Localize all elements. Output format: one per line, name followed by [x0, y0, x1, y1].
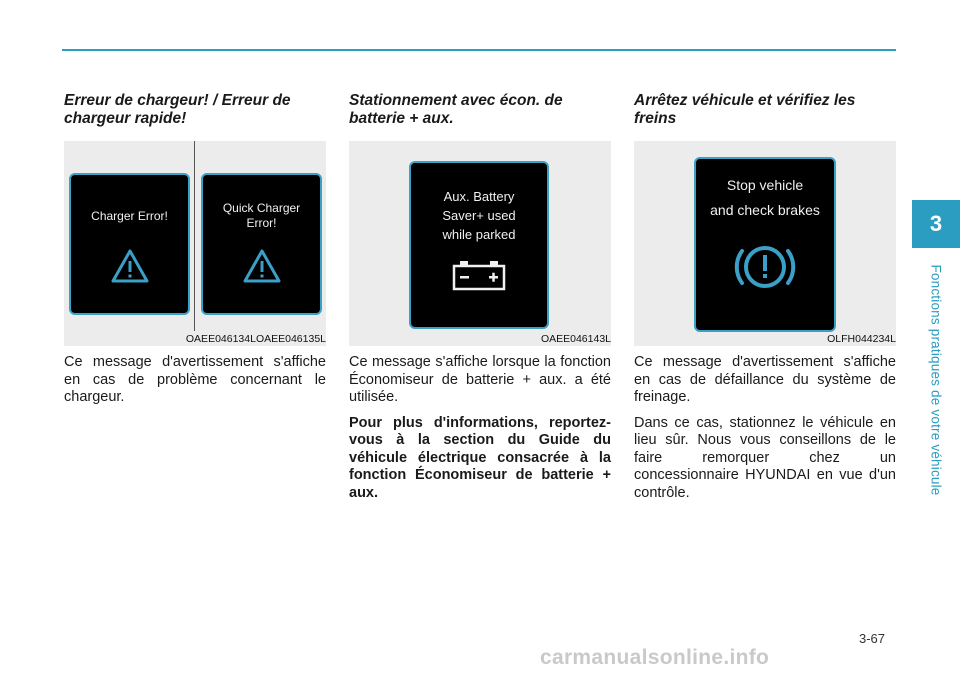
paragraph-bold: Pour plus d'informations, reportez-vous à la section du Guide du véhicule électrique consacrée à la fonction Économiseur de batterie + aux. [349, 414, 611, 501]
battery-icon [451, 258, 507, 292]
screen-stop-vehicle [694, 157, 836, 332]
chapter-title-vertical: Fonctions pratiques de votre véhicule [928, 264, 944, 496]
screen-line: Stop vehicle [726, 177, 804, 193]
figure-caption: OAEE046134LOAEE046135L [185, 333, 326, 345]
screen-text-block [696, 173, 834, 223]
section-stop-vehicle-brakes [634, 92, 896, 502]
paragraph: Ce message s'affiche lorsque la fonction Économiseur de batterie + aux. a été utilisée. [349, 354, 611, 405]
screen-text: Charger Error! [91, 209, 168, 223]
warning-icon [110, 248, 150, 284]
figure-caption: OLFH044234L [827, 333, 896, 345]
screen-line: Saver+ used [442, 208, 516, 223]
screen-line: while parked [442, 227, 516, 242]
screen-line: Aux. Battery [443, 189, 515, 204]
heading-aux-battery-saver: Stationnement avec écon. de batterie + aux. [349, 92, 563, 127]
figure-aux-battery-saver [349, 141, 611, 346]
screen-text-block [411, 187, 547, 244]
paragraph: Ce message d'avertissement s'affiche en cas de défaillance du système de freinage. [634, 354, 896, 405]
figure-charger-error [64, 141, 326, 346]
paragraph: Ce message d'avertissement s'affiche en cas de problème concernant le chargeur. [64, 354, 326, 405]
brake-warning-icon [732, 239, 798, 295]
page-number: 3-67 [859, 631, 886, 646]
screen-quick-charger-error [201, 173, 322, 315]
figure-stop-vehicle [634, 141, 896, 346]
figure-caption: OAEE046143L [540, 333, 611, 345]
screen-text: Quick Charger Error! [222, 201, 301, 230]
figure-divider [194, 141, 195, 331]
warning-icon [242, 248, 282, 284]
chapter-number-tab: 3 [912, 200, 960, 248]
heading-charger-error: Erreur de chargeur! / Erreur de chargeur rapide! [64, 92, 291, 127]
section-aux-battery-saver [349, 92, 611, 502]
heading-stop-vehicle: Arrêtez véhicule et vérifiez les freins [634, 92, 856, 127]
screen-aux-battery-saver [409, 161, 549, 329]
watermark: carmanualsonline.info [540, 646, 770, 669]
paragraph: Dans ce cas, stationnez le véhicule en lieu sûr. Nous vous conseillons de le faire remorquer chez un concessionnaire HYUNDAI en vue d'un contrôle. [634, 414, 896, 501]
section-charger-error [64, 92, 326, 407]
top-rule [62, 49, 896, 51]
screen-line: and check brakes [710, 202, 820, 218]
screen-charger-error [69, 173, 190, 315]
